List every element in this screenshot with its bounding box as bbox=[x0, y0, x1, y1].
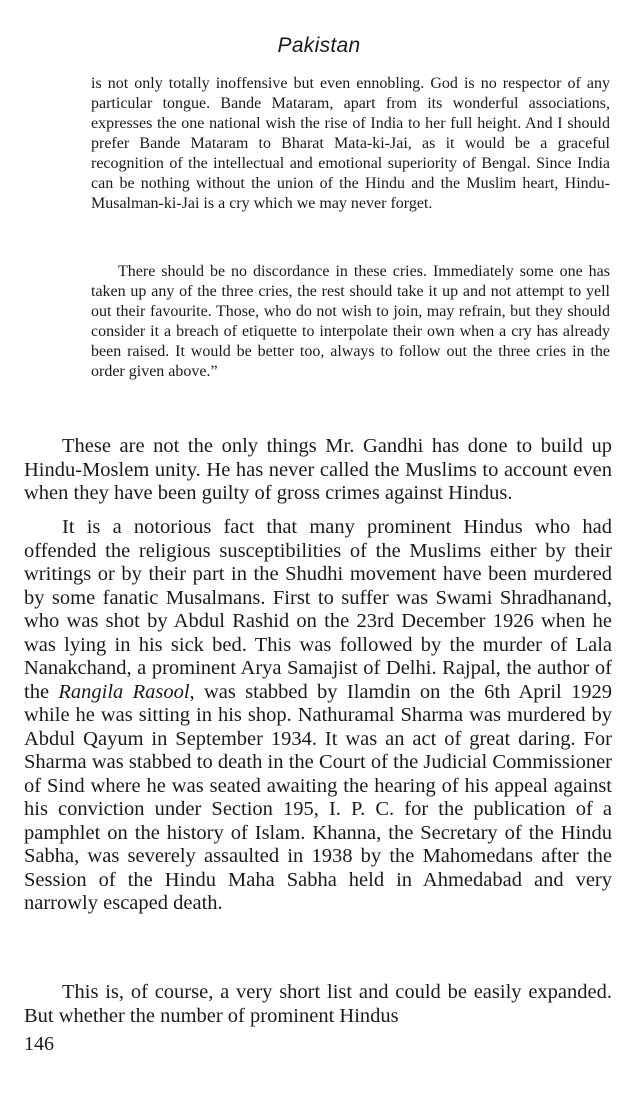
body-paragraph-3: This is, of course, a very short list and could be easily expanded. But whether the number of prominent Hindus bbox=[24, 981, 612, 1027]
running-header: Pakistan bbox=[277, 34, 361, 57]
page-number: 146 bbox=[24, 1033, 54, 1055]
book-title-italic: Rangila Rasool bbox=[58, 680, 190, 703]
body-paragraph-1: These are not the only things Mr. Gandhi has done to build up Hindu-Moslem unity. He has never called the Muslims to account even when they have been guilty of gross crimes against Hindus. bbox=[24, 435, 612, 504]
body-paragraph-2-part-a: It is a notorious fact that many prominent Hindus who had offended the religious susceptibilities of the Muslims either by their writings or by their part in the Shudhi movement have been murdered by some fanatic Musalmans. First to suffer was Swami Shradhanand, who was shot by Abdul Rashid on the 23rd December 1926 when he was lying in his sick bed. This was followed by the murder of Lala Nanakchand, a prominent Arya Samajist of Delhi. Rajpal, the author of the bbox=[24, 516, 612, 703]
body-paragraph-2-part-b: , was stabbed by Ilamdin on the 6th April 1929 while he was sitting in his shop. Nathuramal Sharma was murdered by Abdul Qayum in September 1934. It was an act of great daring. For Sharma was stabbed to death in the Court of the Judicial Commissioner of Sind where he was seated awaiting the hearing of his appeal against his conviction under Section 195, I. P. C. for the publication of a pamphlet on the history of Islam. Khanna, the Secretary of the Hindu Sabha, was severely assaulted in 1938 by the Mahomedans after the Session of the Hindu Maha Sabha held in Ahmedabad and very narrowly escaped death. bbox=[24, 680, 613, 914]
body-paragraph-2 bbox=[24, 516, 612, 916]
quote-paragraph-2: There should be no discordance in these cries. Immediately some one has taken up any of the three cries, the rest should take it up and not attempt to yell out their favourite. Those, who do not wish to join, may refrain, but they should consider it a breach of etiquette to interpolate their own when a cry has already been raised. It would be better too, always to follow out the three cries in the order given above.” bbox=[91, 263, 610, 380]
quote-paragraph-1: is not only totally inoffensive but even ennobling. God is no respector of any particular tongue. Bande Mataram, apart from its wonderful associations, expresses the one national wish the rise of India to her full height. And I should prefer Bande Mataram to Bharat Mata-ki-Jai, as it would be a graceful recognition of the intellectual and emotional superiority of Bengal. Since India can be nothing without the union of the Hindu and the Muslim heart, Hindu-Musalman-ki-Jai is a cry which we may never forget. bbox=[91, 75, 610, 212]
